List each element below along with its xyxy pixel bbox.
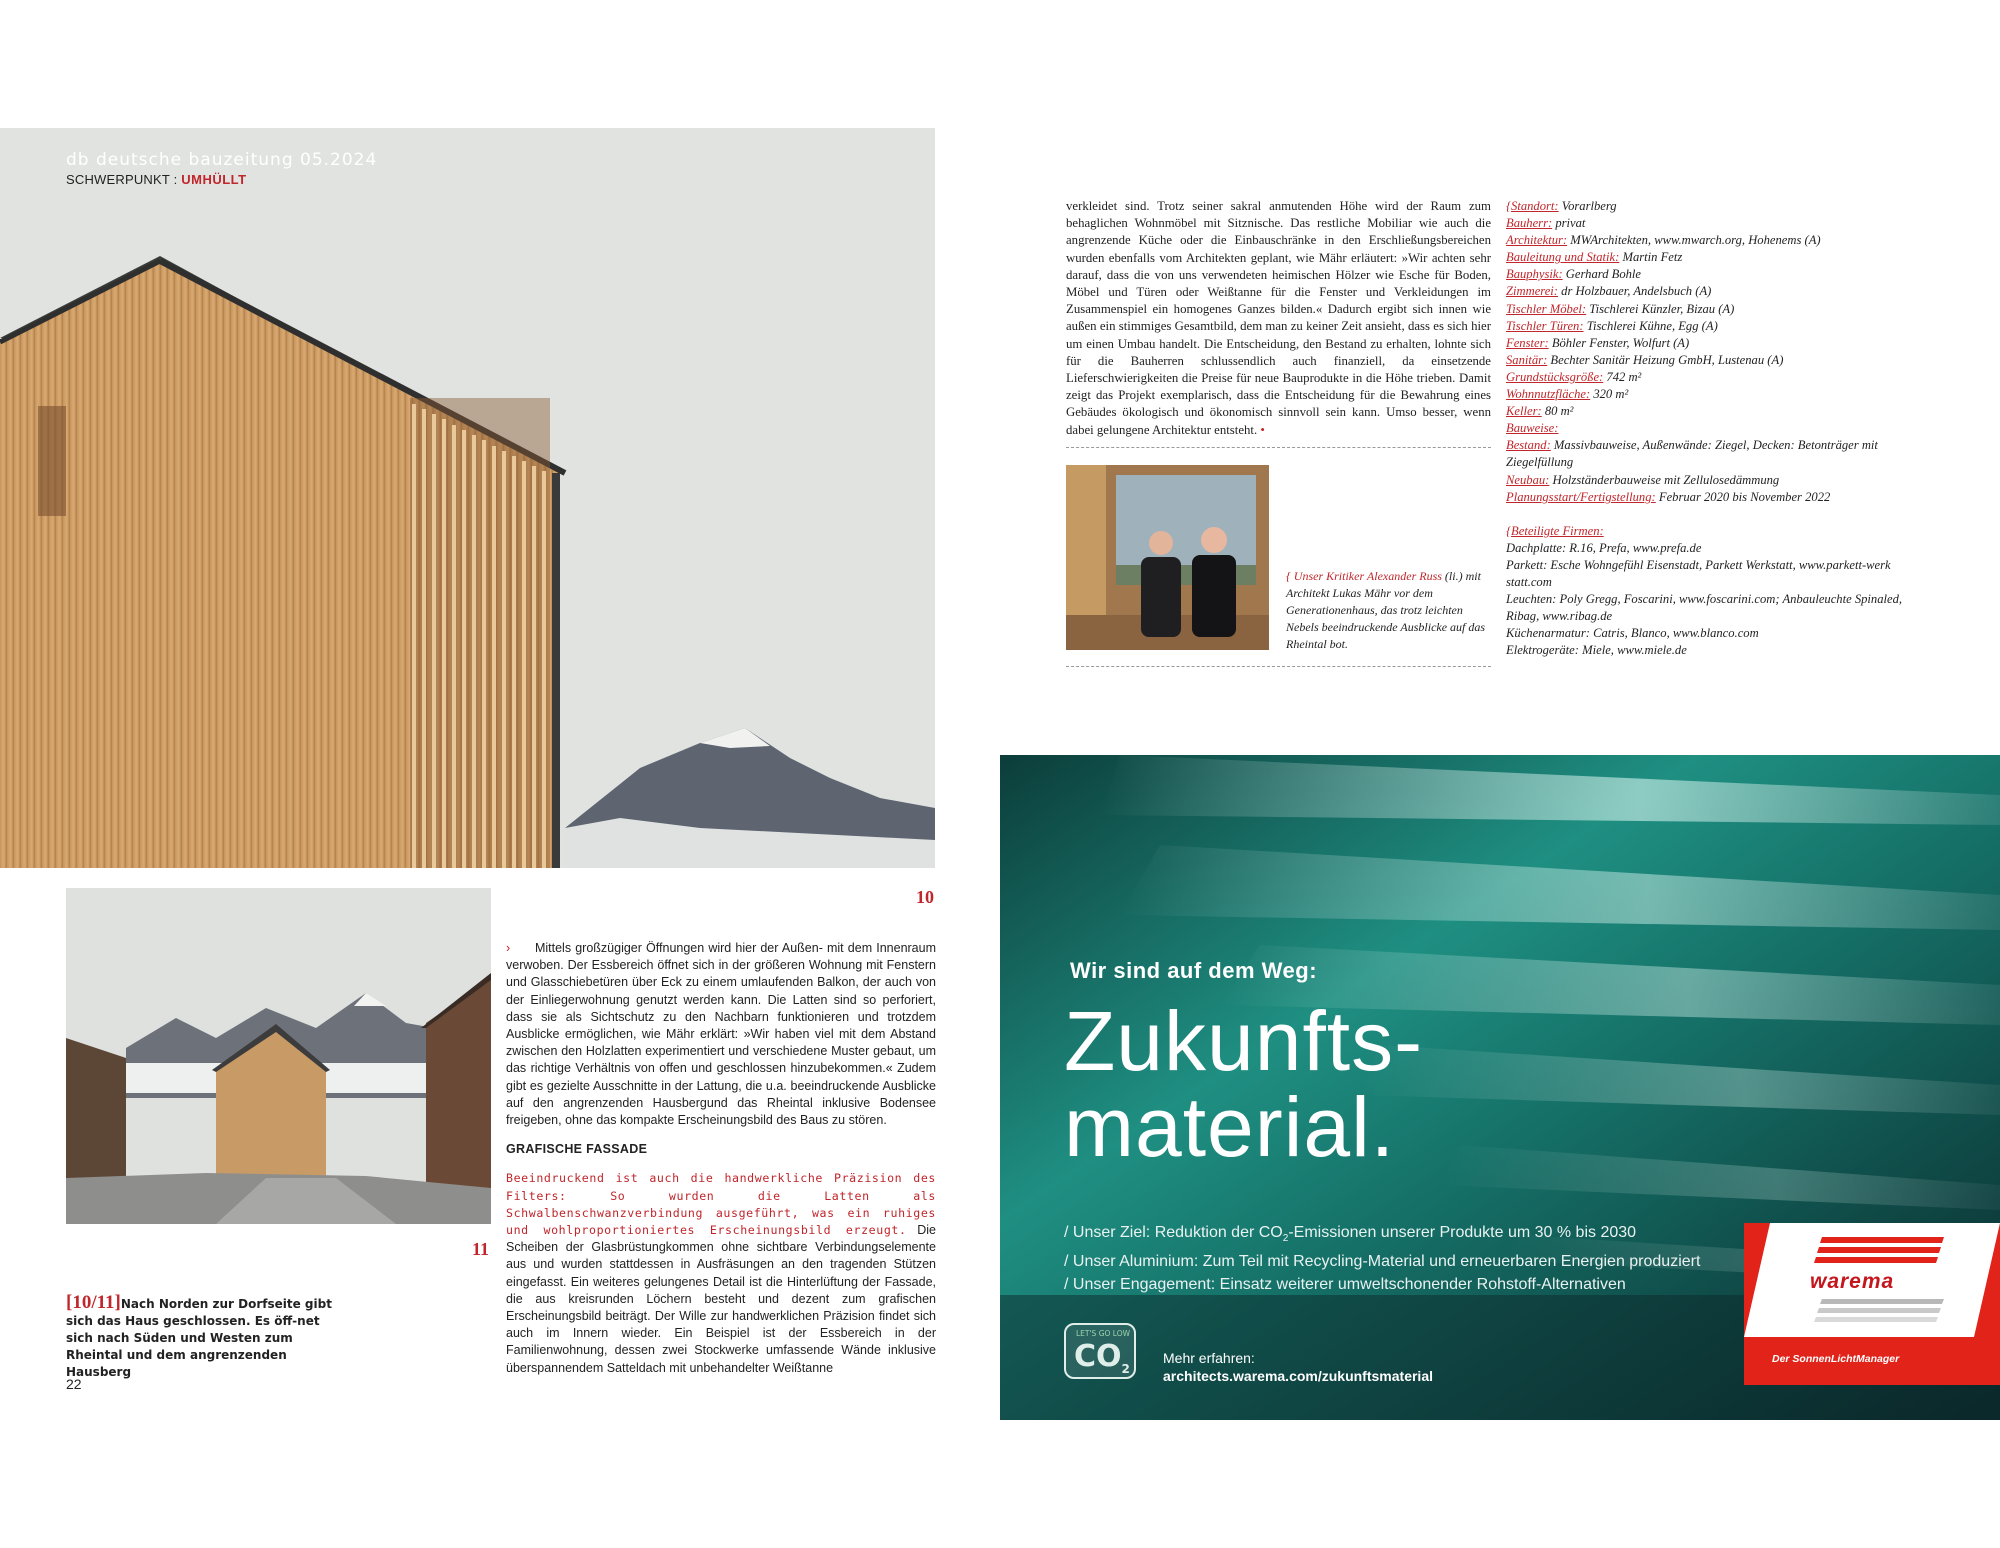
facade-photo [0,128,935,868]
publication-header: db deutsche bauzeitung 05.2024 [66,150,378,170]
ad-headline: Zukunfts- material. [1064,994,1424,1174]
paragraph-highlight: Beeindruckend ist auch die handwerkliche Präzision des Filters: So wurden die Latten als Schwalbenschwanzverbindung ausgeführt, was ein ruhiges und wohlproportioniertes Erscheinungsbild erzeugt. [506,1171,936,1238]
credit-row: Sanitär: Bechter Sanitär Heizung GmbH, Lustenau (A) [1506,352,1784,367]
firm-row: Elektrogeräte: Miele, www.miele.de [1506,643,1687,658]
credit-row: Neubau: Holzständerbauweise mit Zellulosedämmung [1506,472,1780,487]
warema-gray-stripes-icon [1814,1299,1944,1329]
paragraph-openings: › Mittels großzügiger Öffnungen wird hier der Außen- mit dem Innenraum verwoben. Der Essbereich öffnet sich in der größeren Wohnung mit Fenstern und Glasschiebetüren über Eck zu einem umlaufenden Balkon, der auch von der Einliegerwohnung genutzt werden kann. Die Latten sind so perforiert, dass sie als Sichtschutz zu den Nachbarn funktionieren und trotzdem Ausblicke ermöglichen, wie Mähr erklärt: »Wir haben viel mit dem Abstand zwischen den Holzlatten experimentiert und verschiedene Muster gebaut, um das richtige Verhältnis von offen und geschlossen hinzubekommen.« Zudem gibt es gezielte Ausschnitte in der Lattung, die u.a. beeindruckende Ausblicke auf den angrenzenden Hausbergund das Rheintal inklusive Bodensee freigeben, ohne das kompakte Erscheinungsbild des Baus zu stören. [506,941,936,1128]
ad-bullet: / Unser Engagement: Einsatz weiterer umweltschonender Rohstoff-Alternativen [1064,1276,1626,1294]
page-number: 22 [66,1376,82,1392]
warema-tagline: Der SonnenLichtManager [1772,1353,1900,1365]
paragraph-fassade: Beeindruckend ist auch die handwerkliche Präzision des Filters: So wurden die Latten als Schwalbenschwanzverbindung ausgeführt, was ein ruhiges und wohlproportioniertes Erscheinungsbild erzeugt. Die Scheiben der Glasbrüstungkommen ohne sichtbare Verbindungselemente aus und wurden stattdessen in Ausfräsungen an den tragenden Stützen eingefasst. Ein weiteres gelungenes Detail ist die Hinterlüftung der Fassade, die aus kreisrunden Löchern besteht und dezent zum grafischen Erscheinungsbild beiträgt. Der Wille zur handwerklichen Präzision findet sich auch im Innern wieder. Ein Beispiel ist der Essbereich in der Familienwohnung, dessen zwei Stockwerke umfassende Wände inklusive überspannendem Satteldach mit unbehandelter Weißtanne [506,1171,936,1375]
warema-logo [1744,1223,2000,1385]
section-topic: UMHÜLLT [181,172,247,187]
credit-row: Tischler Möbel: Tischlerei Künzler, Bizau (A) [1506,301,1735,316]
credit-row: Keller: 80 m² [1506,404,1574,419]
credit-row: Wohnnutzfläche: 320 m² [1506,387,1629,402]
divider [1066,447,1491,448]
caption-text: Nach Norden zur Dorfseite gibt sich das Haus geschlossen. Es öff-net sich nach Süden und Westen zum Rheintal und dem angrenzenden Hausberg [66,1297,332,1379]
village-photo [66,888,491,1224]
warema-advertisement[interactable] [1000,755,2000,1420]
ad-bullet: / Unser Ziel: Reduktion der $CO_2$-Emissionen unserer Produkte um 30 % bis 2030 [1064,1224,1637,1245]
section-label: SCHWERPUNKT : UMHÜLLT [66,172,247,187]
article-column-left [506,940,936,1377]
credit-row: Bestand: Massivbauweise, Außenwände: Ziegel, Decken: Betonträger mit [1506,438,1878,453]
critic-architect-photo [1066,465,1269,650]
credit-row: Grundstücksgröße: 742 m² [1506,369,1642,384]
house-illustration [0,128,935,868]
warema-stripes-icon [1814,1237,1944,1267]
paragraph-marker: › [506,941,511,955]
figure-number-10: 10 [916,887,934,907]
photo-caption: { Unser Kritiker Alexander Russ (li.) mit Architekt Lukas Mähr vor dem Generationenhaus, das trotz leichten Nebels beeindruckende Ausblicke auf das Rheintal bot. [1286,569,1486,651]
critic-name: Alexander Russ [1366,569,1442,583]
article-ending: verkleidet sind. Trotz seiner sakral anmutenden Höhe wird der Raum zum behaglichen Wohnmöbel mit Sitznische. Das restliche Mobiliar wie auch die angrenzende Küche oder die Einbauschränke in den Erschließungsbereichen wurden ebenfalls vom Architekten geplant, wie Mähr erläutert: »Wir achten sehr darauf, dass die von uns verwendeten heimischen Hölzer wie Esche für Boden, Möbel und Türen oder Weißtanne für die Fenster und Verkleidungen im Zusammenspiel ein homogenes Ganzes bilden.« Dadurch ergibt sich innen wie außen ein stimmiges Gesamtbild, dem man zu keiner Zeit ansieht, dass es sich hier um einen Umbau handelt. Die Entscheidung, den Bestand zu erhalten, lohnte sich für die Bauherren schlussendlich auch finanziell, da einsetzende Lieferschwierigkeiten die Preise für neue Bauprodukte in die Höhe trieben. Damit zeigt das Projekt exemplarisch, dass die Entscheidung für die Bewahrung eines Gebäudes ökologisch und ökonomisch sinnvoll sein kann. Umso besser, wenn dabei gelungene Architektur entsteht. [1066,199,1491,437]
firm-row: Leuchten: Poly Gregg, Foscarini, www.foscarini.com; Anbauleuchte Spinaled, [1506,592,1903,607]
village-illustration [66,888,491,1224]
caption-number: [10/11] [66,1292,121,1313]
ad-url: architects.warema.com/zukunftsmaterial [1163,1368,1433,1384]
firms-heading: {Beteiligte Firmen: [1506,523,1604,538]
ad-bullets [1064,1221,1700,1296]
co2-badge-icon: LET'S GO LOW $CO_2$ [1064,1323,1136,1379]
credit-row: Ziegelfüllung [1506,455,1574,470]
credit-row: Zimmerei: dr Holzbauer, Andelsbuch (A) [1506,284,1712,299]
figure-number-11: 11 [472,1239,490,1259]
credit-row: Architektur: MWArchitekten, www.mwarch.org, Hohenems (A) [1506,233,1821,248]
credit-row: Bauherr: privat [1506,216,1586,231]
firm-row: Ribag, www.ribag.de [1506,609,1613,624]
project-credits [1506,198,1966,659]
firm-row: Küchenarmatur: Catris, Blanco, www.blanco.com [1506,626,1759,641]
credit-row: Tischler Türen: Tischlerei Kühne, Egg (A) [1506,318,1718,333]
credit-row: {Standort: Vorarlberg [1506,199,1617,213]
end-mark: • [1260,422,1265,437]
article-column-right [1066,198,1491,439]
firm-row: statt.com [1506,574,1552,589]
firm-row: Parkett: Esche Wohngefühl Eisenstadt, Parkett Werkstatt, www.parkett-werk [1506,557,1891,572]
figure-caption [66,1294,346,1381]
divider-bottom [1066,666,1491,667]
firm-row: Dachplatte: R.16, Prefa, www.prefa.de [1506,540,1702,555]
credit-row: Bauleitung und Statik: Martin Fetz [1506,250,1683,265]
credit-row: Bauphysik: Gerhard Bohle [1506,267,1642,282]
ad-bullet: / Unser Aluminium: Zum Teil mit Recycling-Material und erneuerbaren Energien produziert [1064,1253,1701,1271]
credit-row: Bauweise: [1506,421,1559,436]
people-illustration [1066,465,1269,650]
credit-row: Planungsstart/Fertigstellung: Februar 2020 bis November 2022 [1506,489,1831,504]
warema-wordmark: warema [1810,1270,1895,1293]
ad-more-link[interactable]: Mehr erfahren: architects.warema.com/zukunftsmaterial [1163,1350,1433,1384]
ad-kicker: Wir sind auf dem Weg: [1070,958,1318,983]
subheading-grafische-fassade: GRAFISCHE FASSADE [506,1142,648,1157]
credit-row: Fenster: Böhler Fenster, Wolfurt (A) [1506,335,1690,350]
